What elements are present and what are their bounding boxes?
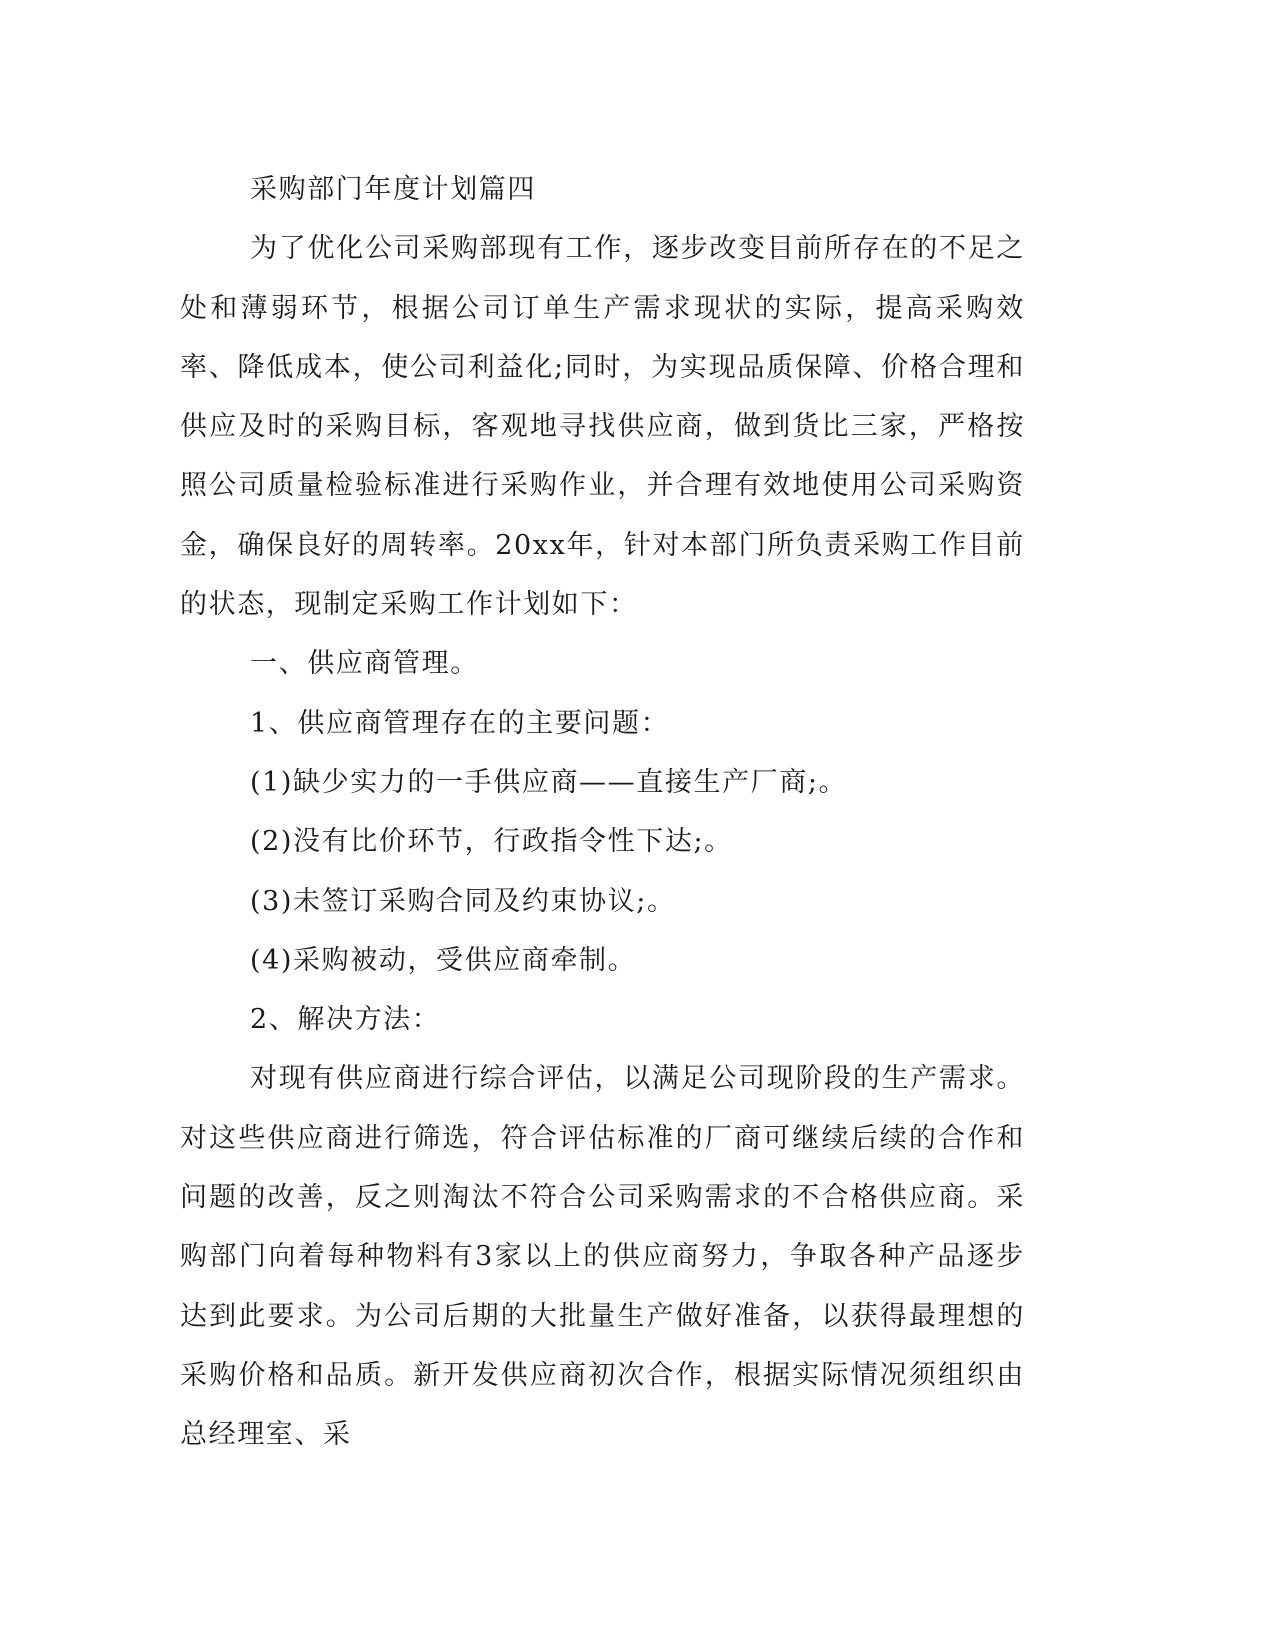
- subsection-heading-solutions: 2、解决方法：: [250, 1004, 441, 1036]
- subsection-heading-main-problems: 1、供应商管理存在的主要问题：: [250, 707, 670, 739]
- list-item-problem-4: (4)采购被动，受供应商牵制。: [250, 944, 637, 976]
- document-body: [180, 160, 1025, 1465]
- list-item-problem-3: (3)未签订采购合同及约束协议;。: [250, 885, 676, 917]
- list-item-problem-1: (1)缺少实力的一手供应商——直接生产厂商;。: [250, 766, 848, 798]
- paragraph-solutions: 对现有供应商进行综合评估，以满足公司现阶段的生产需求。对这些供应商进行筛选，符合评估标准的厂商可继续后续的合作和问题的改善，反之则淘汰不符合公司采购需求的不合格供应商。采购部门向着每种物料有3家以上的供应商努力，争取各种产品逐步达到此要求。为公司后期的大批量生产做好准备，以获得最理想的采购价格和品质。新开发供应商初次合作，根据实际情况须组织由总经理室、采: [180, 1063, 1025, 1451]
- document-title: 采购部门年度计划篇四: [250, 174, 536, 205]
- paragraph-intro: 为了优化公司采购部现有工作，逐步改变目前所存在的不足之处和薄弱环节，根据公司订单生产需求现状的实际，提高采购效率、降低成本，使公司利益化;同时，为实现品质保障、价格合理和供应及时的采购目标，客观地寻找供应商，做到货比三家，严格按照公司质量检验标准进行采购作业，并合理有效地使用公司采购资金，确保良好的周转率。20xx年，针对本部门所负责采购工作目前的状态，现制定采购工作计划如下：: [180, 233, 1025, 621]
- list-item-problem-2: (2)没有比价环节，行政指令性下达;。: [250, 826, 733, 858]
- section-heading-supplier-management: 一、供应商管理。: [250, 648, 479, 680]
